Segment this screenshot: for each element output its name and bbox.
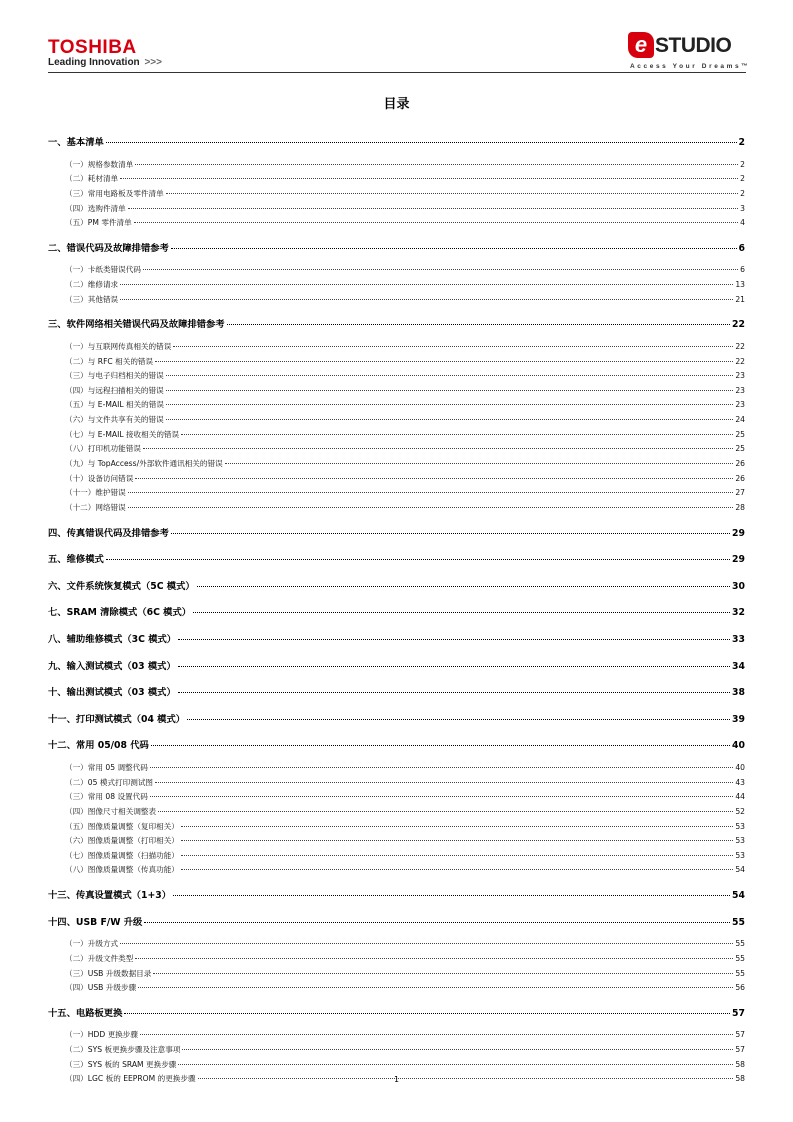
dot-leader <box>153 973 733 974</box>
toc-section[interactable] <box>48 656 745 679</box>
toc-subsection[interactable] <box>48 1028 745 1043</box>
toc-subsection[interactable] <box>48 1058 745 1073</box>
toc-entry-page: 53 <box>735 850 745 860</box>
estudio-e-mark: e <box>628 32 654 58</box>
toc-entry-label: 三、软件网络相关错误代码及故障排错参考 <box>48 319 225 331</box>
toc-entry-label: （六）与文件共享有关的错误 <box>65 415 164 425</box>
toc-subsection[interactable] <box>48 805 745 820</box>
toc-entry-label: （四）图像尺寸相关调整表 <box>65 806 157 816</box>
dot-leader <box>135 478 733 479</box>
dot-leader <box>151 745 730 746</box>
toc-entry-page: 27 <box>735 488 745 498</box>
dot-leader <box>120 284 733 285</box>
toc-subsection[interactable] <box>48 428 745 443</box>
estudio-wordmark: STUDIO <box>655 34 732 57</box>
dot-leader <box>128 208 738 209</box>
toc-entry-label: （二）05 模式打印测试图 <box>65 777 154 787</box>
toc-subsection[interactable] <box>48 863 745 878</box>
dot-leader <box>135 958 733 959</box>
toc-section[interactable] <box>48 238 745 261</box>
toc-entry-label: （五）图像质量调整（复印相关） <box>65 821 179 831</box>
toc-entry-label: （二）SYS 板更换步骤及注意事项 <box>65 1045 181 1055</box>
dot-leader <box>166 193 738 194</box>
dot-leader <box>181 826 733 827</box>
toc-entry-label: （五）与 E-MAIL 相关的错误 <box>65 400 164 410</box>
dot-leader <box>227 324 730 325</box>
toc-entry-label: （三）常用电路板及零件清单 <box>65 188 164 198</box>
toc-subsection[interactable] <box>48 202 745 217</box>
toc-entry-page: 2 <box>740 174 745 184</box>
toc-subsection[interactable] <box>48 952 745 967</box>
dot-leader <box>171 248 737 249</box>
toc-subsection[interactable] <box>48 472 745 487</box>
dot-leader <box>166 404 733 405</box>
toc-subsection[interactable] <box>48 293 745 308</box>
toc-entry-label: （十一）维护错误 <box>65 488 126 498</box>
toc-subsection[interactable] <box>48 761 745 776</box>
toc-entry-page: 4 <box>740 218 745 228</box>
toc-entry-page: 26 <box>735 459 745 469</box>
dot-leader <box>197 586 730 587</box>
toc-entry-label: （七）图像质量调整（扫描功能） <box>65 850 179 860</box>
dot-leader <box>225 463 734 464</box>
dot-leader <box>173 346 733 347</box>
section-gap <box>48 231 745 234</box>
dot-leader <box>128 492 734 493</box>
toc-entry-label: （八）图像质量调整（传真功能） <box>65 865 179 875</box>
toc-entry-label: （四）选购件清单 <box>65 203 126 213</box>
dot-leader <box>106 559 730 560</box>
dot-leader <box>166 390 734 391</box>
dot-leader <box>135 164 738 165</box>
toc-entry-label: 十一、打印测试模式（04 模式） <box>48 713 186 725</box>
toc-entry-page: 40 <box>732 740 745 752</box>
toc-entry-page: 23 <box>735 400 745 410</box>
dot-leader <box>138 987 733 988</box>
toc-section[interactable] <box>48 629 745 652</box>
toc-subsection[interactable] <box>48 263 745 278</box>
toc-entry-page: 40 <box>735 762 745 772</box>
toc-entry-label: （八）打印机功能错误 <box>65 444 141 454</box>
toc-subsection[interactable] <box>48 849 745 864</box>
tagline <box>48 57 162 68</box>
toc-entry-label: （三）常用 08 设置代码 <box>65 792 148 802</box>
toc-subsection[interactable] <box>48 398 745 413</box>
toc-subsection[interactable] <box>48 457 745 472</box>
toc-subsection[interactable] <box>48 355 745 370</box>
toc-entry-label: （九）与 TopAccess/外部软件通讯相关的错误 <box>65 459 223 469</box>
table-of-contents <box>48 128 745 1087</box>
toc-entry-page: 58 <box>735 1059 745 1069</box>
toc-entry-page: 26 <box>735 473 745 483</box>
toc-section[interactable] <box>48 735 745 758</box>
toc-entry-label: （一）HDD 更换步骤 <box>65 1030 138 1040</box>
toc-section[interactable] <box>48 314 745 337</box>
dot-leader <box>182 1049 733 1050</box>
toc-subsection[interactable] <box>48 172 745 187</box>
toc-entry-page: 22 <box>735 341 745 351</box>
section-gap <box>48 307 745 310</box>
dot-leader <box>140 1034 733 1035</box>
toc-subsection[interactable] <box>48 340 745 355</box>
dot-leader <box>134 222 738 223</box>
toc-entry-label: 十二、常用 05/08 代码 <box>48 740 149 752</box>
dot-leader <box>178 1064 733 1065</box>
toc-entry-label: 十四、USB F/W 升级 <box>48 916 143 928</box>
toc-subsection[interactable] <box>48 413 745 428</box>
toc-entry-label: （一）常用 05 调整代码 <box>65 762 148 772</box>
dot-leader <box>178 692 730 693</box>
toc-entry-page: 55 <box>735 939 745 949</box>
toc-entry-page: 33 <box>732 633 745 645</box>
dot-leader <box>173 895 730 896</box>
toc-entry-label: （一）规格参数清单 <box>65 159 134 169</box>
toc-subsection[interactable] <box>48 486 745 501</box>
slogan: Access Your Dreams™ <box>630 63 751 70</box>
tagline-text: Leading Innovation <box>48 57 140 68</box>
dot-leader <box>150 796 733 797</box>
toc-section[interactable] <box>48 576 745 599</box>
toc-entry-page: 30 <box>732 580 745 592</box>
toc-entry-page: 25 <box>735 429 745 439</box>
toc-subsection[interactable] <box>48 158 745 173</box>
toc-entry-label: （六）图像质量调整（打印相关） <box>65 836 179 846</box>
dot-leader <box>178 639 730 640</box>
dot-leader <box>178 666 730 667</box>
dot-leader <box>181 855 733 856</box>
dot-leader <box>193 612 730 613</box>
toc-entry-label: （四）LGC 板的 EEPROM 的更换步骤 <box>65 1074 196 1084</box>
toc-entry-page: 56 <box>735 983 745 993</box>
dot-leader <box>171 533 730 534</box>
toc-entry-label: 九、输入测试模式（03 模式） <box>48 660 176 672</box>
toc-entry-page: 3 <box>740 203 745 213</box>
toc-entry-label: （五）PM 零件清单 <box>65 218 132 228</box>
toc-section[interactable] <box>48 549 745 572</box>
toc-entry-label: （二）维修请求 <box>65 280 119 290</box>
dot-leader <box>150 767 733 768</box>
toshiba-logo: TOSHIBA <box>48 37 137 58</box>
toc-entry-label: 二、错误代码及故障排错参考 <box>48 242 169 254</box>
toc-entry-label: 十三、传真设置模式（1+3） <box>48 890 171 902</box>
toc-entry-page: 44 <box>735 792 745 802</box>
toc-subsection[interactable] <box>48 384 745 399</box>
dot-leader <box>120 178 738 179</box>
toc-entry-page: 22 <box>735 356 745 366</box>
dot-leader <box>166 419 734 420</box>
toc-entry-page: 52 <box>735 806 745 816</box>
toc-entry-page: 57 <box>735 1030 745 1040</box>
toc-entry-label: （三）与电子归档相关的错误 <box>65 371 164 381</box>
toc-entry-label: （二）升级文件类型 <box>65 953 134 963</box>
toc-entry-page: 58 <box>735 1074 745 1084</box>
toc-section[interactable] <box>48 709 745 732</box>
toc-entry-page: 34 <box>732 660 745 672</box>
toc-entry-page: 53 <box>735 836 745 846</box>
toc-entry-label: （三）其他错误 <box>65 294 119 304</box>
toc-subsection[interactable] <box>48 442 745 457</box>
toc-entry-page: 21 <box>735 294 745 304</box>
toc-entry-label: 十、输出测试模式（03 模式） <box>48 687 176 699</box>
toc-entry-page: 55 <box>732 916 745 928</box>
dot-leader <box>106 142 737 143</box>
toc-entry-page: 53 <box>735 821 745 831</box>
toc-subsection[interactable] <box>48 501 745 516</box>
toc-subsection[interactable] <box>48 790 745 805</box>
toc-entry-page: 22 <box>732 319 745 331</box>
dot-leader <box>124 1013 730 1014</box>
section-gap <box>48 878 745 881</box>
toc-entry-page: 43 <box>735 777 745 787</box>
toc-entry-label: （一）升级方式 <box>65 939 119 949</box>
toc-entry-page: 28 <box>735 502 745 512</box>
toc-section[interactable] <box>48 132 745 155</box>
toc-subsection[interactable] <box>48 820 745 835</box>
toc-entry-label: （四）USB 升级步骤 <box>65 983 137 993</box>
toc-subsection[interactable] <box>48 369 745 384</box>
toc-entry-page: 25 <box>735 444 745 454</box>
toc-subsection[interactable] <box>48 776 745 791</box>
dot-leader <box>187 719 730 720</box>
toc-entry-label: （四）与远程扫描相关的错误 <box>65 385 164 395</box>
toc-subsection[interactable] <box>48 834 745 849</box>
toc-entry-page: 13 <box>735 280 745 290</box>
toc-subsection[interactable] <box>48 1043 745 1058</box>
toc-section[interactable] <box>48 1003 745 1026</box>
page-number: 1 <box>393 1075 400 1084</box>
toc-entry-page: 54 <box>735 865 745 875</box>
toc-entry-label: （三）SYS 板的 SRAM 更换步骤 <box>65 1059 177 1069</box>
toc-subsection[interactable] <box>48 967 745 982</box>
toc-entry-label: 五、维修模式 <box>48 554 104 566</box>
toc-entry-page: 2 <box>740 188 745 198</box>
toc-subsection[interactable] <box>48 187 745 202</box>
toc-subsection[interactable] <box>48 981 745 996</box>
tagline-arrows-icon: >>> <box>144 57 162 68</box>
toc-entry-label: 十五、电路板更换 <box>48 1007 123 1019</box>
toc-entry-label: （二）与 RFC 相关的错误 <box>65 356 154 366</box>
toc-entry-label: 八、辅助维修模式（3C 模式） <box>48 633 177 645</box>
toc-entry-page: 39 <box>732 713 745 725</box>
section-gap <box>48 996 745 999</box>
toc-section[interactable] <box>48 912 745 935</box>
toc-entry-page: 23 <box>735 371 745 381</box>
toc-entry-page: 29 <box>732 527 745 539</box>
dot-leader <box>128 507 734 508</box>
toc-entry-label: （一）与互联网传真相关的错误 <box>65 341 172 351</box>
toc-section[interactable] <box>48 523 745 546</box>
toc-entry-page: 6 <box>738 242 745 254</box>
toc-entry-page: 6 <box>740 265 745 275</box>
toc-entry-label: （十二）网络错误 <box>65 502 126 512</box>
toc-entry-label: 四、传真错误代码及排错参考 <box>48 527 169 539</box>
dot-leader <box>144 922 730 923</box>
section-gap <box>48 516 745 519</box>
dot-leader <box>181 840 733 841</box>
toc-entry-page: 32 <box>732 607 745 619</box>
dot-leader <box>120 299 733 300</box>
header-divider <box>48 72 746 73</box>
dot-leader <box>143 269 738 270</box>
toc-section[interactable] <box>48 682 745 705</box>
dot-leader <box>158 811 733 812</box>
toc-entry-label: （一）卡纸类错误代码 <box>65 265 141 275</box>
toc-entry-label: （七）与 E-MAIL 接收相关的错误 <box>65 429 180 439</box>
toc-entry-page: 55 <box>735 968 745 978</box>
dot-leader <box>120 943 733 944</box>
dot-leader <box>181 434 733 435</box>
toc-entry-page: 54 <box>732 890 745 902</box>
toc-entry-page: 2 <box>740 159 745 169</box>
dot-leader <box>143 448 733 449</box>
toc-entry-label: （二）耗材清单 <box>65 174 119 184</box>
toc-entry-page: 23 <box>735 385 745 395</box>
toc-subsection[interactable] <box>48 937 745 952</box>
toc-entry-page: 57 <box>735 1045 745 1055</box>
toc-entry-page: 24 <box>735 415 745 425</box>
toc-entry-label: （十）设备访问错误 <box>65 473 134 483</box>
dot-leader <box>166 375 734 376</box>
toc-subsection[interactable] <box>48 216 745 231</box>
toc-entry-page: 57 <box>732 1007 745 1019</box>
toc-subsection[interactable] <box>48 278 745 293</box>
toc-entry-page: 38 <box>732 687 745 699</box>
page-header <box>0 0 793 76</box>
dot-leader <box>181 869 733 870</box>
toc-entry-label: 六、文件系统恢复模式（5C 模式） <box>48 580 195 592</box>
toc-entry-page: 29 <box>732 554 745 566</box>
page-title: 目录 <box>383 97 410 112</box>
toc-entry-label: 七、SRAM 清除模式（6C 模式） <box>48 607 192 619</box>
toc-entry-page: 2 <box>738 137 745 148</box>
toc-section[interactable] <box>48 885 745 908</box>
dot-leader <box>155 361 733 362</box>
toc-entry-label: （三）USB 升级数据目录 <box>65 968 152 978</box>
toc-section[interactable] <box>48 602 745 625</box>
toc-entry-label: 一、基本清单 <box>48 137 104 148</box>
dot-leader <box>155 782 733 783</box>
toc-entry-page: 55 <box>735 953 745 963</box>
